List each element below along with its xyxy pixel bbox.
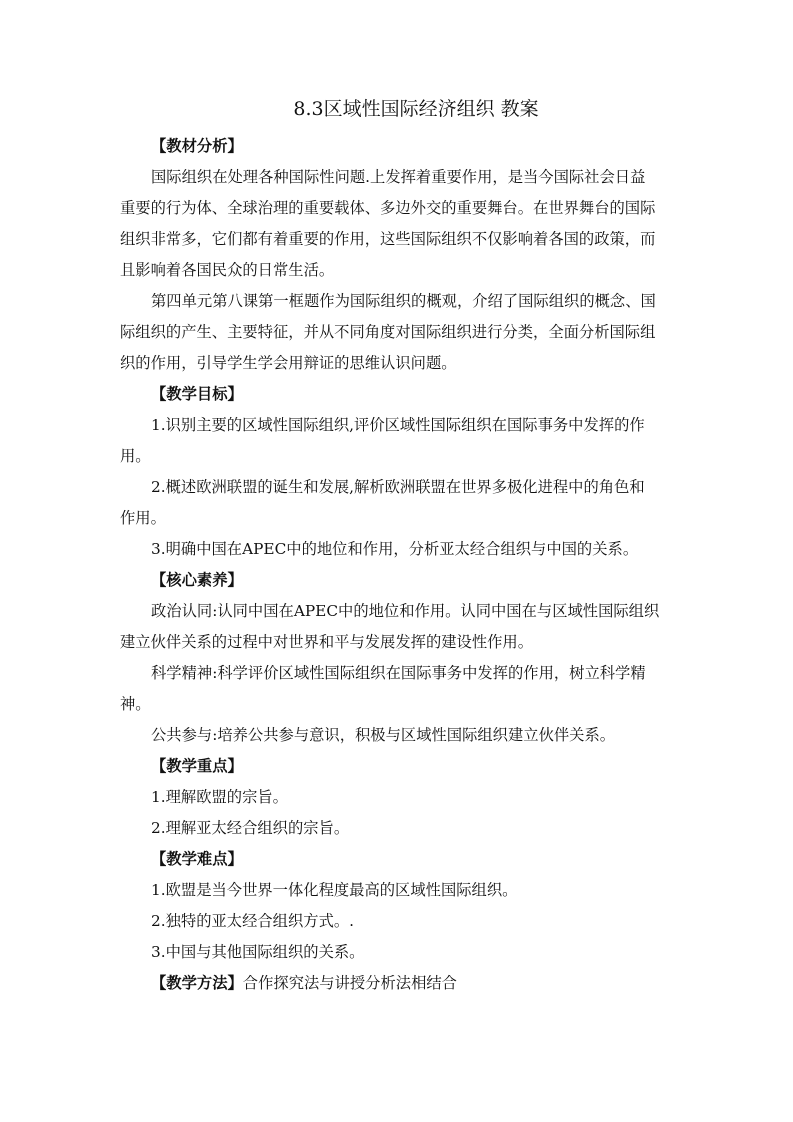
section-heading-goals: 【教学目标】: [151, 385, 243, 403]
literacy-item-continued: 神。: [120, 695, 151, 713]
goal-item-continued: 用。: [120, 447, 151, 465]
methods-line: [120, 968, 676, 999]
difficulty-item: 3.中国与其他国际组织的关系。: [151, 943, 365, 961]
paragraph-line: 际组织的产生、主要特征，并从不同角度对国际组织进行分类，全面分析国际组: [120, 323, 656, 341]
difficulty-item: 2.独特的亚太经合组织方式。.: [151, 912, 355, 930]
paragraph-line: 织的作用，引导学生学会用辩证的思维认识问题。: [120, 354, 457, 372]
document-page: [120, 95, 676, 999]
goal-item: 3.明确中国在APEC中的地位和作用，分析亚太经合组织与中国的关系。: [151, 540, 639, 558]
keypoint-item: 2.理解亚太经合组织的宗旨。: [151, 819, 350, 837]
paragraph-line: 第四单元第八课第一框题作为国际组织的概观，介绍了国际组织的概念、国: [151, 292, 656, 310]
literacy-item: 科学精神:科学评价区域性国际组织在国际事务中发挥的作用，树立科学精: [151, 664, 646, 682]
section-heading-methods: 【教学方法】: [151, 974, 243, 992]
paragraph-line: 组织非常多，它们都有着重要的作用，这些国际组织不仅影响着各国的政策，而: [120, 230, 656, 248]
goal-item-continued: 作用。: [120, 509, 166, 527]
literacy-item: 公共参与:培养公共参与意识，积极与区域性国际组织建立伙伴关系。: [151, 726, 616, 744]
literacy-item: 政治认同:认同中国在APEC中的地位和作用。认同中国在与区域性国际组织: [151, 602, 660, 620]
goal-item: 2.概述欧洲联盟的诞生和发展,解析欧洲联盟在世界多极化进程中的角色和: [151, 478, 645, 496]
section-heading-difficulties: 【教学难点】: [151, 850, 243, 868]
section-heading-analysis: 【教材分析】: [151, 137, 243, 155]
difficulty-item: 1.欧盟是当今世界一体化程度最高的区域性国际组织。: [151, 881, 518, 899]
paragraph-line: 重要的行为体、全球治理的重要载体、多边外交的重要舞台。在世界舞台的国际: [120, 199, 656, 217]
paragraph-line: 且影响着各国民众的日常生活。: [120, 261, 335, 279]
document-title: 8.3区域性国际经济组织 教案: [293, 98, 539, 120]
literacy-item-continued: 建立伙伴关系的过程中对世界和平与发展发挥的建设性作用。: [120, 633, 534, 651]
goal-item: 1.识别主要的区域性国际组织,评价区域性国际组织在国际事务中发挥的作: [151, 416, 645, 434]
methods-text: 合作探究法与讲授分析法相结合: [242, 974, 457, 992]
section-heading-keypoints: 【教学重点】: [151, 757, 243, 775]
keypoint-item: 1.理解欧盟的宗旨。: [151, 788, 288, 806]
paragraph-line: 国际组织在处理各种国际性问题.上发挥着重要作用，是当今国际社会日益: [151, 168, 646, 186]
section-heading-literacy: 【核心素养】: [151, 571, 243, 589]
